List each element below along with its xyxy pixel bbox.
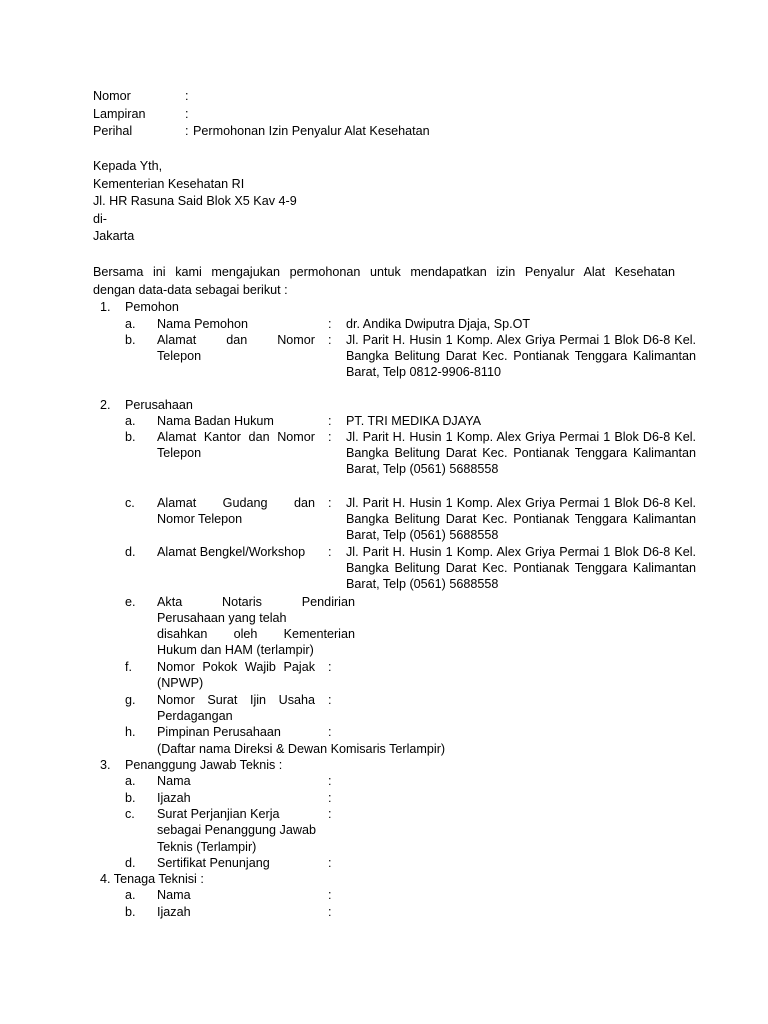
item-colon: : [328, 333, 332, 347]
item-letter: b. [125, 333, 136, 347]
alamat-bengkel-label: Alamat Bengkel/Workshop [157, 545, 306, 559]
section-1-number: 1. [100, 300, 111, 314]
alamat-bengkel-value-1: Jl. Parit H. Husin 1 Komp. Alex Griya Permai 1 Blok D6-8 Kel. [346, 545, 696, 559]
akta-notaris-label-4: Hukum dan HAM (terlampir) [157, 643, 314, 657]
recipient-line: di- [93, 212, 107, 226]
lampiran-label: Lampiran [93, 107, 146, 121]
alamat-pemohon-label-2: Telepon [157, 349, 202, 363]
item-colon: : [328, 888, 332, 902]
pj-nama-label: Nama [157, 774, 191, 788]
item-letter: c. [125, 807, 135, 821]
alamat-pemohon-value-1: Jl. Parit H. Husin 1 Komp. Alex Griya Permai 1 Blok D6-8 Kel. [346, 333, 696, 347]
item-letter: b. [125, 430, 136, 444]
npwp-label-1: Nomor Pokok Wajib Pajak [157, 660, 315, 674]
section-3-title: Penanggung Jawab Teknis : [125, 758, 283, 772]
section-2-title: Perusahaan [125, 398, 193, 412]
item-letter: c. [125, 496, 135, 510]
item-letter: a. [125, 888, 136, 902]
section-3-number: 3. [100, 758, 111, 772]
item-letter: a. [125, 774, 136, 788]
siup-label-1: Nomor Surat Ijin Usaha [157, 693, 315, 707]
item-letter: d. [125, 856, 136, 870]
intro-line-2: dengan data-data sebagai berikut : [93, 283, 288, 297]
alamat-kantor-value-1: Jl. Parit H. Husin 1 Komp. Alex Griya Permai 1 Blok D6-8 Kel. [346, 430, 696, 444]
item-letter: g. [125, 693, 136, 707]
alamat-gudang-value-1: Jl. Parit H. Husin 1 Komp. Alex Griya Permai 1 Blok D6-8 Kel. [346, 496, 696, 510]
nama-badan-hukum-label: Nama Badan Hukum [157, 414, 274, 428]
akta-notaris-label-1: Akta Notaris Pendirian [157, 595, 355, 609]
nomor-colon: : [185, 89, 189, 103]
item-letter: b. [125, 791, 136, 805]
item-letter: d. [125, 545, 136, 559]
alamat-gudang-value-2: Bangka Belitung Darat Kec. Pontianak Tenggara Kalimantan [346, 512, 696, 526]
pimpinan-label-2: (Daftar nama Direksi & Dewan Komisaris Terlampir) [157, 742, 446, 756]
item-colon: : [328, 856, 332, 870]
alamat-bengkel-value-2: Bangka Belitung Darat Kec. Pontianak Tenggara Kalimantan [346, 561, 696, 575]
perihal-value: Permohonan Izin Penyalur Alat Kesehatan [193, 124, 430, 138]
perihal-label: Perihal [93, 124, 133, 138]
recipient-line: Jl. HR Rasuna Said Blok X5 Kav 4-9 [93, 194, 297, 208]
item-letter: b. [125, 905, 136, 919]
item-colon: : [328, 430, 332, 444]
lampiran-colon: : [185, 107, 189, 121]
akta-notaris-label-3: disahkan oleh Kementerian [157, 627, 355, 641]
item-letter: a. [125, 317, 136, 331]
alamat-kantor-label-2: Telepon [157, 446, 202, 460]
alamat-pemohon-label: Alamat dan Nomor [157, 333, 315, 347]
item-colon: : [328, 693, 332, 707]
teknisi-nama-label: Nama [157, 888, 191, 902]
alamat-bengkel-value-3: Barat, Telp (0561) 5688558 [346, 577, 499, 591]
pimpinan-label-1: Pimpinan Perusahaan [157, 725, 281, 739]
intro-line-1: Bersama ini kami mengajukan permohonan untuk mendapatkan izin Penyalur Alat Kesehatan [93, 265, 675, 279]
item-colon: : [328, 545, 332, 559]
item-colon: : [328, 496, 332, 510]
recipient-line: Jakarta [93, 229, 135, 243]
section-1-title: Pemohon [125, 300, 179, 314]
alamat-kantor-label: Alamat Kantor dan Nomor [157, 430, 315, 444]
teknisi-ijazah-label: Ijazah [157, 905, 191, 919]
item-colon: : [328, 317, 332, 331]
nomor-label: Nomor [93, 89, 131, 103]
item-letter: e. [125, 595, 136, 609]
item-colon: : [328, 905, 332, 919]
item-colon: : [328, 660, 332, 674]
perihal-colon: : [185, 124, 189, 138]
item-letter: a. [125, 414, 136, 428]
item-letter: h. [125, 725, 136, 739]
siup-label-2: Perdagangan [157, 709, 233, 723]
section-4-title: 4. Tenaga Teknisi : [100, 872, 204, 886]
alamat-pemohon-value-2: Bangka Belitung Darat Kec. Pontianak Tenggara Kalimantan [346, 349, 696, 363]
section-2-number: 2. [100, 398, 111, 412]
nama-pemohon-label: Nama Pemohon [157, 317, 249, 331]
item-colon: : [328, 807, 332, 821]
nama-badan-hukum-value: PT. TRI MEDIKA DJAYA [346, 414, 482, 428]
item-colon: : [328, 414, 332, 428]
alamat-gudang-label-2: Nomor Telepon [157, 512, 243, 526]
npwp-label-2: (NPWP) [157, 676, 204, 690]
item-letter: f. [125, 660, 132, 674]
item-colon: : [328, 725, 332, 739]
item-colon: : [328, 791, 332, 805]
pj-sertifikat-label: Sertifikat Penunjang [157, 856, 270, 870]
item-colon: : [328, 774, 332, 788]
akta-notaris-label-2: Perusahaan yang telah [157, 611, 287, 625]
alamat-gudang-value-3: Barat, Telp (0561) 5688558 [346, 528, 499, 542]
pj-surat-label-1: Surat Perjanjian Kerja [157, 807, 280, 821]
alamat-pemohon-value-3: Barat, Telp 0812-9906-8110 [346, 365, 501, 379]
pj-surat-label-3: Teknis (Terlampir) [157, 840, 257, 854]
pj-surat-label-2: sebagai Penanggung Jawab [157, 823, 316, 837]
recipient-line: Kepada Yth, [93, 159, 163, 173]
alamat-kantor-value-3: Barat, Telp (0561) 5688558 [346, 462, 499, 476]
nama-pemohon-value: dr. Andika Dwiputra Djaja, Sp.OT [346, 317, 531, 331]
pj-ijazah-label: Ijazah [157, 791, 191, 805]
alamat-kantor-value-2: Bangka Belitung Darat Kec. Pontianak Tenggara Kalimantan [346, 446, 696, 460]
recipient-line: Kementerian Kesehatan RI [93, 177, 245, 191]
alamat-gudang-label: Alamat Gudang dan [157, 496, 315, 510]
